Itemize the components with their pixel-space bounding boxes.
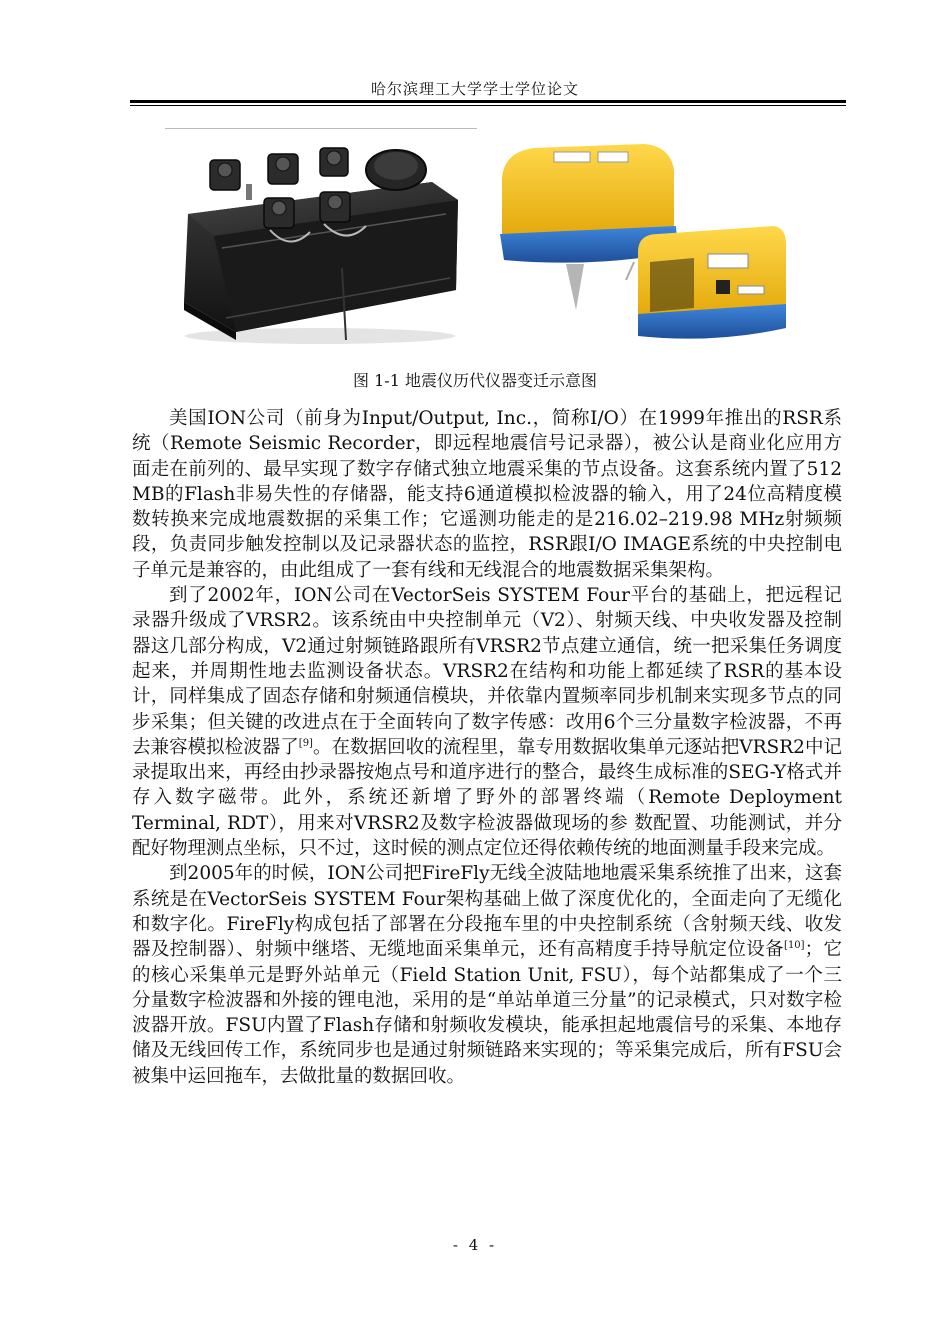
paragraph — [132, 861, 842, 1089]
paragraph-text: ；它的核心采集单元是野外站单元（Field Station Unit, FSU），每个站都集成了一个三分量数字检波器和外接的锂电池，采用的是“单站单道三分量”的记录模式，只对数字检波器开放。FSU内置了Flash存储和射频收发模块，能承担起地震信号的采集、本地存储及无线回传工作，系统同步也是通过射频链路来实现的；等采集完成后，所有FSU会被集中运回拖车，去做批量的数据回收。 — [132, 939, 842, 1087]
page-number: - 4 - — [452, 1236, 498, 1254]
body-text — [132, 406, 842, 1089]
paragraph-text: 到2005年的时候，ION公司把FireFly无线全波陆地地震采集系统推了出来，这套系统是在VectorSeis SYSTEM Four架构基础上做了深度优化的，全面走向了无缆化和数字化。FireFly构成包括了部署在分段拖车里的中央控制系统（含射频天线、收发器及控制器）、射频中继塔、无缆地面采集单元，还有高精度手持导航定位设备 — [132, 863, 842, 961]
citation-ref: [10] — [784, 940, 805, 952]
header-rule-thick — [130, 100, 846, 103]
firefly-fsu-image — [494, 140, 790, 348]
rsr-recorder-image — [170, 140, 470, 348]
header-title: 哈尔滨理工大学学士学位论文 — [370, 80, 579, 98]
paragraph-text: 美国ION公司（前身为Input/Output, Inc.，简称I/O）在1999年推出的RSR系统（Remote Seismic Recorder，即远程地震信号记录器），被公认是商业化应用方面走在前列的、最早实现了数字存储式独立地震采集的节点设备。这套系统内置了512 MB的Flash非易失性的存储器，能支持6通道模拟检波器的输入，用了24位高精度模数转换来完成地震数据的采集工作；它遥测功能走的是216.02–219.98 MHz射频频段，负责同步触发控制以及记录器状态的监控，RSR跟I/O IMAGE系统的中央控制电子单元是兼容的，由此组成了一套有线和无线混合的地震数据采集架构。 — [132, 408, 842, 581]
paragraph — [132, 406, 842, 583]
paragraph — [132, 583, 842, 861]
citation-ref: [9] — [298, 737, 313, 749]
figure-top-line — [165, 128, 477, 129]
header-rule-thin — [130, 105, 846, 106]
paragraph-text: 。在数据回收的流程里，靠专用数据收集单元逐站把VRSR2中记录提取出来，再经由抄录器按炮点号和道序进行的整合，最终生成标准的SEG-Y格式并存入数字磁带。此外，系统还新增了野外的部署终端（Remote Deployment Terminal, RDT），用来对VRSR2及数字检波器做现场的参 数配置、功能测试，并分配好物理测点坐标，只不过，这时候的测点定位还得依赖传统的地面测量手段来完成。 — [132, 736, 842, 860]
paragraph-text: 到了2002年，ION公司在VectorSeis SYSTEM Four平台的基础上，把远程记录器升级成了VRSR2。该系统由中央控制单元（V2）、射频天线、中央收发器及控制器这几部分构成，V2通过射频链路跟所有VRSR2节点建立通信，统一把采集任务调度起来，并周期性地去监测设备状态。VRSR2在结构和功能上都延续了RSR的基本设计，同样集成了固态存储和射频通信模块，并依靠内置频率同步机制来实现多节点的同步采集；但关键的改进点在于全面转向了数字传感：改用6个三分量数字检波器，不再去兼容模拟检波器了 — [132, 585, 842, 758]
figure-caption: 图 1-1 地震仪历代仪器变迁示意图 — [353, 371, 597, 390]
